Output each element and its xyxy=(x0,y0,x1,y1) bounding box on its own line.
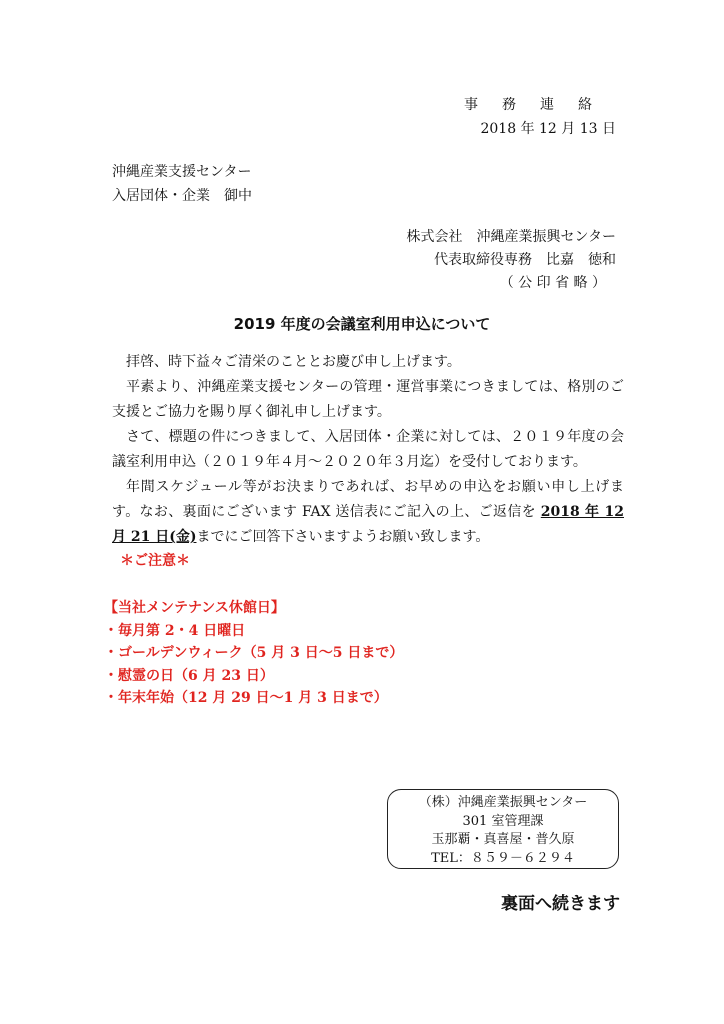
contact-organization: （株）沖縄産業振興センター xyxy=(418,795,588,810)
list-item: ・毎月第 2・4 日曜日 xyxy=(104,622,246,639)
notice-heading: ＊ご注意＊ xyxy=(120,553,190,569)
body-paragraph-greeting: 拝啓、時下益々ご清栄のこととお慶び申し上げます。 xyxy=(126,354,461,370)
contact-staff: 玉那覇・真喜屋・普久原 xyxy=(431,832,575,847)
deadline-text-after: までにご回答下さいますようお願い致します。 xyxy=(196,529,490,545)
contact-department: 301 室管理課 xyxy=(462,813,544,829)
deadline-date: 2018 年 12 月 21 日(金) xyxy=(112,504,624,545)
document-body xyxy=(112,350,624,550)
recipient-line-1: 沖縄産業支援センター xyxy=(112,164,252,180)
list-item: ・ゴールデンウィーク（5 月 3 日～5 日まで） xyxy=(104,645,404,661)
document-title: 2019 年度の会議室利用申込について xyxy=(233,315,491,333)
maintenance-list-title: 【当社メンテナンス休館日】 xyxy=(104,600,285,616)
list-item: ・慰霊の日（6 月 23 日） xyxy=(104,667,274,684)
recipient-line-2: 入居団体・企業 御中 xyxy=(112,188,252,204)
contact-phone: TEL：８５９－６２９４ xyxy=(431,850,575,866)
document-date: 2018 年 12 月 13 日 xyxy=(480,121,616,137)
contact-info-box xyxy=(387,789,619,869)
body-paragraph-thanks: 平素より、沖縄産業支援センターの管理・運営事業につきましては、格別のご支援とご協力を賜り厚く御礼申し上げます。 xyxy=(112,379,624,420)
deadline-text-before: 年間スケジュール等がお決まりであれば、お早めの申込をお願い申し上げます。なお、裏面にございます FAX 送信表にご記入の上、ご返信を xyxy=(112,479,624,520)
maintenance-closure-list xyxy=(104,597,403,710)
sender-representative: 代表取締役専務 比嘉 徳和 xyxy=(434,252,616,268)
document-type: 事務連絡 xyxy=(464,97,616,113)
sender-company: 株式会社 沖縄産業振興センター xyxy=(406,229,616,245)
continued-on-back-note: 裏面へ続きます xyxy=(501,894,620,914)
seal-omitted-note: （ 公 印 省 略 ） xyxy=(499,275,606,291)
body-paragraph-application: さて、標題の件につきまして、入居団体・企業に対しては、２０１９年度の会議室利用申込（２０１９年４月～２０２０年３月迄）を受付しております。 xyxy=(112,429,624,470)
body-paragraph-deadline xyxy=(112,475,624,550)
list-item: ・年末年始（12 月 29 日～1 月 3 日まで） xyxy=(104,690,388,706)
